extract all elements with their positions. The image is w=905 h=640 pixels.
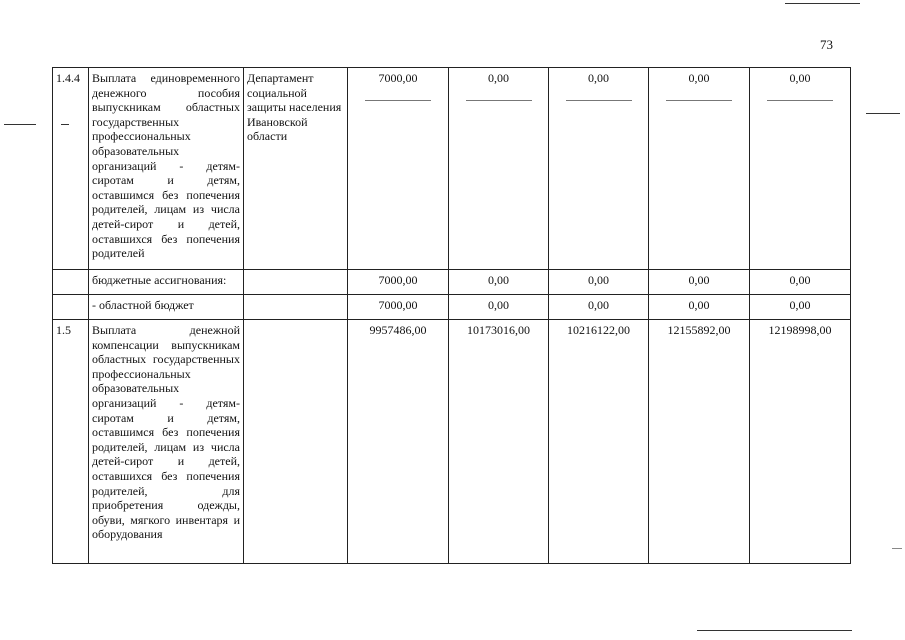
row-description: Выплата денежной компенсации выпускникам областных государственных профессиональных образовательных организаций - детям-сиротам и детям, оставшимся без попечения родителей, лицам из числа детей-сирот и детей, оставшихся без попечения родителей, для приобретения одежды, обуви, мягкого инвентаря и оборудования (89, 320, 244, 564)
value-cell: 0,00 (449, 270, 549, 295)
ruling-mark (666, 100, 732, 101)
row-executor: Департамент социальной защиты населения Ивановской области (244, 68, 348, 270)
row-executor (244, 320, 348, 564)
value-cell: 0,00 (449, 295, 549, 320)
value-cell (649, 68, 750, 270)
value-cell: 7000,00 (348, 270, 449, 295)
table-row (53, 320, 851, 564)
scan-artifact-line (4, 124, 36, 125)
value-cell (750, 68, 851, 270)
value-cell: 10216122,00 (549, 320, 649, 564)
value-cell: 12198998,00 (750, 320, 851, 564)
value-text: 0,00 (688, 71, 710, 85)
value-cell (549, 68, 649, 270)
scan-artifact-line (785, 3, 860, 4)
scan-artifact-line (892, 548, 902, 549)
scan-artifact-line (697, 630, 852, 631)
value-text: 0,00 (588, 71, 609, 85)
value-cell: 9957486,00 (348, 320, 449, 564)
row-description: Выплата единовременного денежного пособия выпускникам областных государственных профессиональных образовательных организаций - детям-сиротам и детям, оставшимся без попечения родителей, лицам из числа детей-сирот и детей, оставшихся без попечения родителей (89, 68, 244, 270)
value-cell: 0,00 (549, 295, 649, 320)
row-executor (244, 295, 348, 320)
value-cell: 0,00 (750, 295, 851, 320)
row-code (53, 270, 89, 295)
row-code: 1.5 (53, 320, 89, 564)
value-text: 0,00 (789, 71, 811, 85)
value-cell: 12155892,00 (649, 320, 750, 564)
budget-table (52, 67, 851, 564)
value-text: 7000,00 (378, 71, 418, 85)
table-row (53, 270, 851, 295)
value-cell (348, 68, 449, 270)
ruling-mark (566, 100, 632, 101)
row-executor (244, 270, 348, 295)
ruling-mark (365, 100, 431, 101)
ruling-mark (767, 100, 833, 101)
table-row (53, 295, 851, 320)
page-number: 73 (820, 37, 833, 52)
value-cell: 10173016,00 (449, 320, 549, 564)
value-cell: 0,00 (549, 270, 649, 295)
row-description: бюджетные ассигнования: (89, 270, 244, 295)
scan-artifact-line (866, 113, 900, 114)
value-cell: 0,00 (649, 270, 750, 295)
value-cell: 7000,00 (348, 295, 449, 320)
value-text: 0,00 (488, 71, 509, 85)
table-row (53, 68, 851, 270)
value-cell: 0,00 (649, 295, 750, 320)
value-cell (449, 68, 549, 270)
row-code (53, 295, 89, 320)
ruling-mark (466, 100, 532, 101)
row-description: - областной бюджет (89, 295, 244, 320)
value-cell: 0,00 (750, 270, 851, 295)
row-code: 1.4.4 (53, 68, 89, 270)
